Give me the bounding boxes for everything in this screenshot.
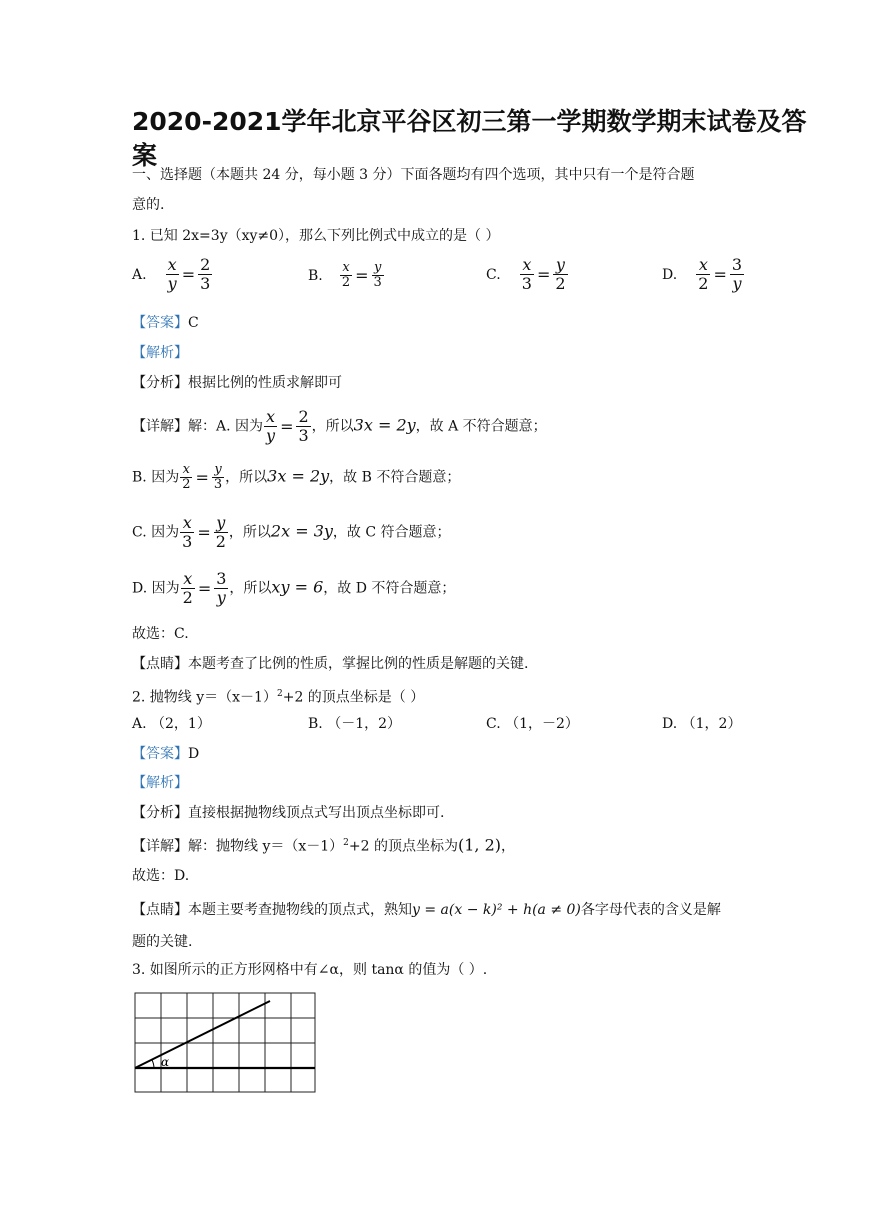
q2-answer [132, 744, 199, 764]
fraction-numerator: x [696, 256, 710, 275]
fraction-numerator: y [553, 256, 567, 275]
vertex-formula: y = a(x − k)² + h(a ≠ 0) [412, 902, 581, 918]
fraction-denominator: 3 [213, 477, 223, 492]
q2-choose: 故选：D. [132, 868, 190, 884]
q1-fenxi: 【分析】根据比例的性质求解即可 [132, 375, 342, 391]
fraction-numerator: y [212, 463, 224, 478]
angle-arc [152, 1060, 154, 1068]
fraction-numerator: 3 [216, 569, 227, 588]
q1-option-a: A. $\frac{x}{y}$ = $\frac{2}{3}$ [132, 255, 211, 293]
detail-text: ，故 C 符合题意； [332, 524, 451, 541]
detail-text: ，故 B 不符合题意； [329, 469, 461, 486]
detail-text: D. 因为 [132, 580, 180, 597]
vertex-value: (1, 2) [458, 835, 502, 855]
q2-detail [132, 833, 515, 857]
q2-option-b: B. （－1，2） [308, 716, 402, 732]
q2-option-a: A. （2，1） [132, 716, 211, 732]
fraction-numerator: x [340, 261, 352, 276]
doc-title-line2: 案 [132, 141, 158, 170]
fraction-denominator: 2 [341, 275, 351, 290]
superscript: 2 [276, 689, 283, 699]
q1-detail-d: D. 因为 $\frac{x}{2}$ = $\frac{3}{y}$ ，所以xy = 6，故 D 不符合题意； [132, 569, 456, 607]
detail-text: B. 因为 [132, 469, 180, 486]
answer-tag: 【答案】 [132, 315, 188, 331]
dianjing-text: 各字母代表的含义是解 [580, 902, 721, 918]
detail-text: ，所以 [225, 469, 268, 486]
stem-text: +2 的顶点坐标是（ ） [282, 689, 425, 706]
q2-option-c: C. （1，－2） [486, 716, 579, 732]
doc-title-line1: 2020-2021学年北京平谷区初三第一学期数学期末试卷及答 [132, 107, 807, 136]
fraction-numerator: x [166, 256, 179, 275]
fraction-denominator: 3 [521, 274, 532, 293]
detail-text: ，所以 [229, 580, 272, 597]
square-grid-figure [132, 990, 318, 1094]
q2-stem [132, 684, 424, 708]
q1-option-b: B. $\frac{x}{2}$ = $\frac{y}{3}$ [308, 260, 382, 290]
fraction-denominator: y [216, 588, 226, 607]
fraction-numerator: x [180, 463, 192, 478]
angle-slanted-ray [135, 1001, 270, 1068]
fraction-denominator: y [732, 274, 742, 293]
q1-option-d: D. $\frac{x}{2}$ = $\frac{3}{y}$ [662, 255, 743, 293]
section-heading: 一、选择题（本题共 24 分，每小题 3 分）下面各题均有四个选项，其中只有一个是符合题 [132, 167, 695, 183]
equation: xy = 6 [271, 577, 324, 597]
detail-text: ， [501, 838, 516, 855]
fraction-denominator: 3 [373, 275, 382, 290]
q2-fenxi: 【分析】直接根据抛物线顶点式写出顶点坐标即可. [132, 805, 445, 821]
fraction-numerator: x [180, 514, 194, 533]
fraction-denominator: 3 [298, 426, 309, 445]
fraction-denominator: 3 [200, 274, 211, 293]
fraction-numerator: x [264, 408, 277, 427]
fraction-denominator: 2 [215, 532, 226, 551]
fraction-denominator: 2 [182, 588, 193, 607]
q2-dianjing [132, 900, 721, 920]
fraction-numerator: y [372, 261, 384, 276]
stem-text: 2. 抛物线 y＝（x－1） [132, 689, 277, 706]
fraction-denominator: y [167, 274, 177, 293]
option-label: B. [308, 268, 323, 284]
detail-text: C. 因为 [132, 524, 180, 541]
fraction-numerator: 2 [200, 255, 211, 274]
fraction-numerator: x [520, 256, 534, 275]
equation: 3x = 2y [267, 466, 330, 486]
option-label: A. [132, 267, 147, 283]
q3-stem: 3. 如图所示的正方形网格中有∠α，则 tanα 的值为（ ）. [132, 962, 488, 978]
detail-text: ，故 A 不符合题意； [415, 418, 547, 435]
answer-value: D [188, 746, 200, 762]
superscript: 2 [343, 838, 349, 848]
section-heading-cont: 意的. [132, 197, 165, 213]
detail-text: ，所以 [228, 524, 271, 541]
q1-dianjing: 【点睛】本题考查了比例的性质，掌握比例的性质是解题的关键. [132, 656, 529, 672]
q2-analysis-tag: 【解析】 [132, 775, 188, 791]
q1-detail-a: 【详解】解：A. 因为 $\frac{x}{y}$ = $\frac{2}{3}$ ，所以3x = 2y，故 A 不符合题意； [132, 407, 547, 445]
option-label: C. [486, 267, 501, 283]
fraction-numerator: 3 [731, 255, 743, 274]
detail-text: 【详解】解：抛物线 y＝（x－1） [132, 838, 344, 855]
detail-text: ，故 D 不符合题意； [323, 580, 456, 597]
detail-text: +2 的顶点坐标为 [348, 838, 458, 855]
angle-alpha-label: α [161, 1055, 170, 1069]
grid-lines [135, 993, 315, 1092]
q2-option-d: D. （1，2） [662, 716, 742, 732]
fraction-denominator: 2 [182, 477, 191, 492]
q2-dianjing-cont: 题的关键. [132, 934, 193, 950]
detail-text: ，所以 [311, 418, 354, 435]
fraction-numerator: y [214, 514, 228, 533]
equation: 3x = 2y [353, 415, 416, 435]
option-label: D. [662, 267, 678, 283]
fraction-denominator: y [266, 426, 276, 445]
q1-choose: 故选：C. [132, 626, 189, 642]
answer-tag: 【答案】 [132, 746, 188, 762]
q1-detail-c: C. 因为 $\frac{x}{3}$ = $\frac{y}{2}$ ，所以2x = 3y，故 C 符合题意； [132, 513, 451, 551]
answer-value: C [188, 315, 199, 331]
fraction-numerator: x [181, 570, 195, 589]
dianjing-text: 【点睛】本题主要考查抛物线的顶点式，熟知 [132, 902, 412, 918]
detail-text: 【详解】解：A. 因为 [132, 418, 264, 435]
equation: 2x = 3y [270, 521, 333, 541]
fraction-numerator: 2 [298, 407, 309, 426]
fraction-denominator: 3 [182, 532, 193, 551]
q1-option-c: C. $\frac{x}{3}$ = $\frac{y}{2}$ [486, 255, 566, 293]
q1-detail-b: B. 因为 $\frac{x}{2}$ = $\frac{y}{3}$ ，所以3x = 2y，故 B 不符合题意； [132, 462, 461, 492]
fraction-denominator: 2 [698, 274, 709, 293]
q1-analysis-tag: 【解析】 [132, 345, 188, 361]
q1-stem: 1. 已知 2x=3y（xy≠0），那么下列比例式中成立的是（ ） [132, 228, 500, 244]
q1-answer [132, 313, 199, 333]
fraction-denominator: 2 [555, 274, 566, 293]
